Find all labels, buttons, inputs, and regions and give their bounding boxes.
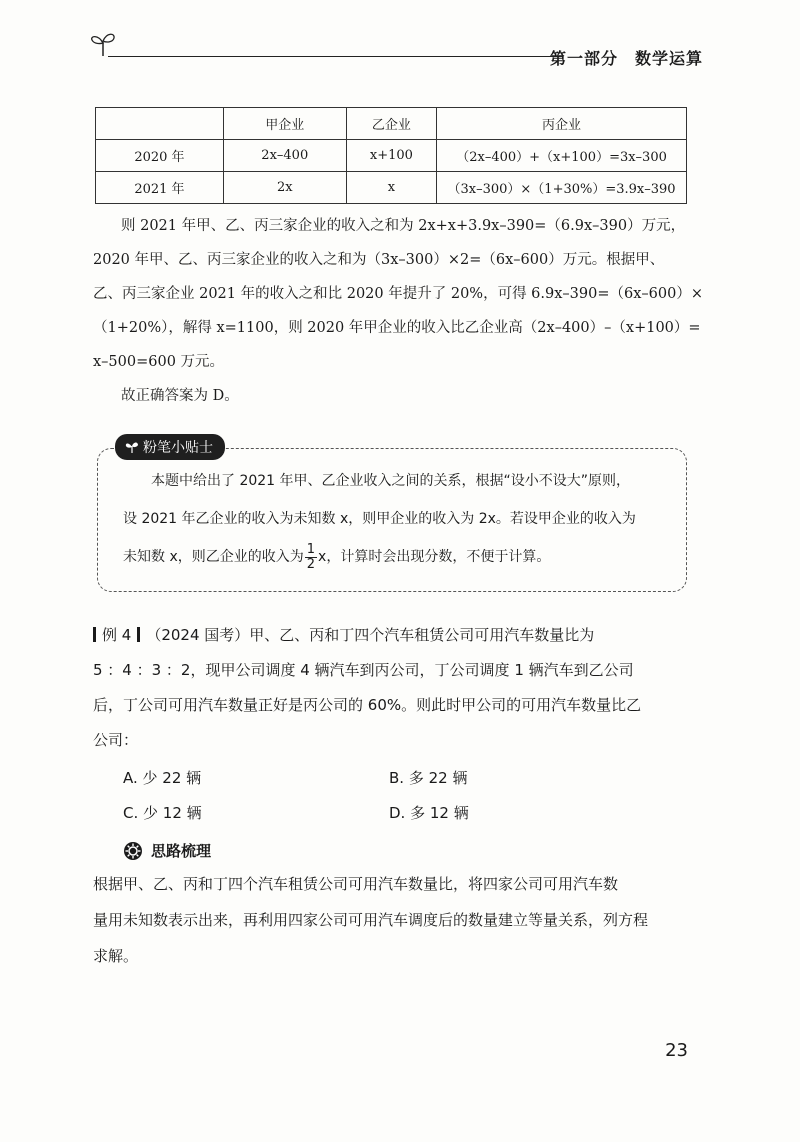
label-bar [137,627,140,642]
approach-heading [123,840,211,861]
example-line: 5 ：4 ：3 ：2，现甲公司调度 4 辆汽车到丙公司，丁公司调度 1 辆汽车到乙公司 [93,661,634,679]
solution-paragraph [93,209,703,413]
revenue-table [95,107,687,204]
tip-text: 未知数 x，则乙企业的收入为 [123,549,304,565]
tip-text: x，计算时会出现分数，不便于计算。 [318,549,551,565]
example-label: 例 4 [102,626,132,644]
example-line: 公司： [93,731,139,749]
solution-line: （1+20%），解得 x=1100，则 2020 年甲企业的收入比乙企业高（2x–400）–（x+100）= [93,320,701,336]
example-text: （2024 国考）甲、乙、丙和丁四个汽车租赁公司可用汽车数量比为 [146,626,595,644]
page-number: 23 [665,1040,688,1061]
option-c[interactable]: C. 少 12 辆 [123,804,202,822]
tip-line: 本题中给出了 2021 年甲、乙企业收入之间的关系，根据“设小不设大”原则， [151,473,631,489]
table-header-cell: 丙企业 [437,108,687,140]
table-cell: （2x–400）+（x+100）=3x–300 [437,140,687,172]
fraction-denominator: 2 [306,556,316,572]
answer-conclusion: 故正确答案为 D。 [121,388,239,404]
option-d[interactable]: D. 多 12 辆 [389,804,469,822]
approach-line: 量用未知数表示出来，再利用四家公司可用汽车调度后的数量建立等量关系，列方程 [93,911,649,929]
sprout-icon [88,28,118,58]
solution-line: 乙、丙三家企业 2021 年的收入之和比 2020 年提升了 20%，可得 6.9x–390=（6x–600）× [93,286,703,302]
gear-bulb-icon [123,841,143,861]
example-first-line [93,618,693,653]
table-header-cell: 乙企业 [346,108,436,140]
table-header-cell [96,108,224,140]
sprout-icon [125,440,139,454]
table-header-cell: 甲企业 [223,108,346,140]
table-cell: 2020 年 [96,140,224,172]
solution-line: 则 2021 年甲、乙、丙三家企业的收入之和为 2x+x+3.9x–390=（6.9x–390）万元， [121,218,686,234]
solution-line: 2020 年甲、乙、丙三家企业的收入之和为（3x–300）×2=（6x–600）万元。根据甲、 [93,252,665,268]
option-a[interactable]: A. 少 22 辆 [123,769,202,787]
approach-paragraph [93,866,691,974]
table-cell: x+100 [346,140,436,172]
table-cell: 2x [223,172,346,204]
tip-line-with-fraction [123,538,668,576]
option-b[interactable]: B. 多 22 辆 [389,769,468,787]
solution-line: x–500=600 万元。 [93,354,225,370]
page-header [88,28,703,68]
table-cell: 2021 年 [96,172,224,204]
fraction-one-half [305,543,317,572]
fraction-numerator: 1 [306,541,316,557]
table-cell: 2x–400 [223,140,346,172]
table-row [96,140,687,172]
approach-title: 思路梳理 [151,842,212,860]
approach-line: 求解。 [93,947,139,965]
tip-line: 设 2021 年乙企业的收入为未知数 x，则甲企业的收入为 2x。若设甲企业的收入为 [123,511,636,527]
tip-content [123,462,668,576]
label-bar [93,627,96,642]
table-header-row [96,108,687,140]
tip-label-text: 粉笔小贴士 [143,440,213,456]
example-line: 后，丁公司可用汽车数量正好是丙公司的 60%。则此时甲公司的可用汽车数量比乙 [93,696,642,714]
header-title: 第一部分 数学运算 [549,49,703,68]
example-question [93,618,693,758]
table-row [96,172,687,204]
approach-line: 根据甲、乙、丙和丁四个汽车租赁公司可用汽车数量比，将四家公司可用汽车数 [93,875,619,893]
header-rule [108,56,563,57]
tip-label [115,434,225,460]
table-cell: （3x–300）×（1+30%）=3.9x–390 [437,172,687,204]
table-cell: x [346,172,436,204]
